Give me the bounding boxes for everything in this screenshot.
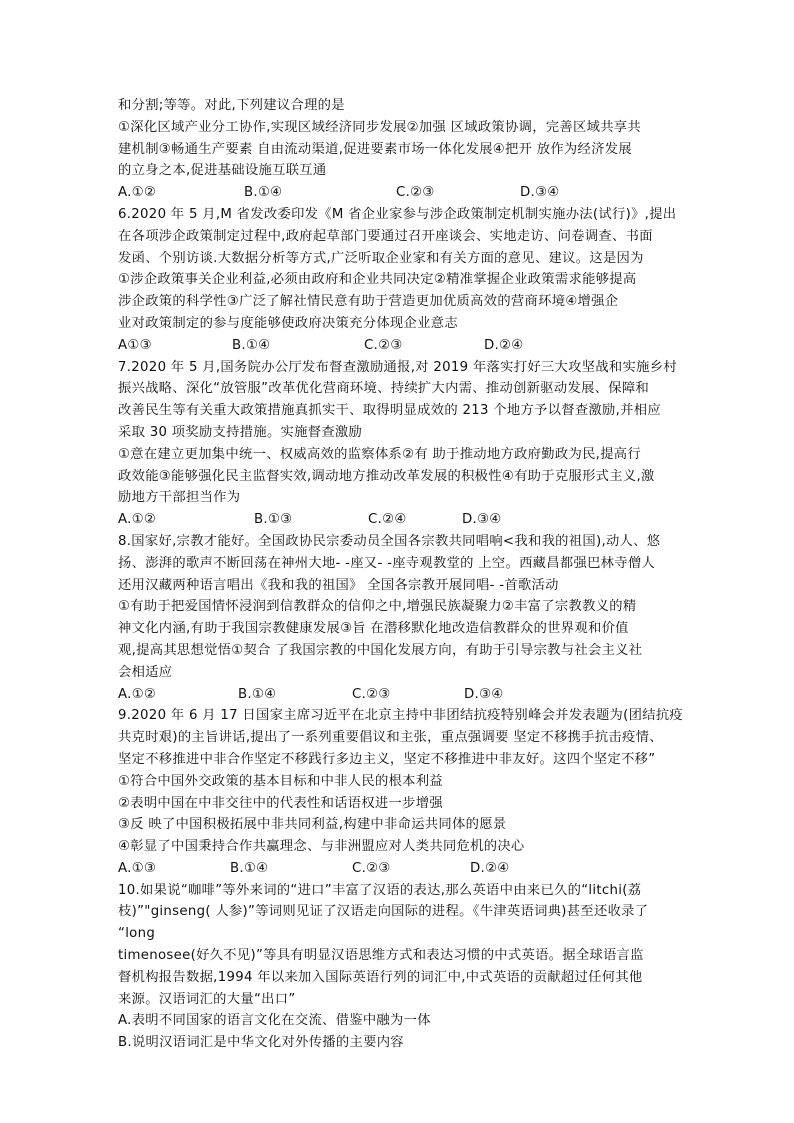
- option-d: D.②④: [484, 337, 524, 353]
- q7-line: 7.2020 年 5 月,国务院办公厅发布督查激励通报,对 2019 年落实打好三大攻坚战和实施乡村: [118, 359, 677, 375]
- option-c: C.②③: [364, 337, 403, 353]
- option-b: B.①④: [232, 337, 271, 353]
- q6-line: ①涉企政策事关企业利益,必须由政府和企业共同决定②精准掌握企业政策需求能够提高: [118, 272, 637, 288]
- q10-line: 来源。汉语词汇的大量“出口”: [118, 991, 296, 1007]
- option-d: D.③④: [520, 185, 560, 201]
- option-b: B.①④: [238, 686, 277, 702]
- option-a: A.①②: [118, 185, 157, 201]
- intro-line: 和分割;等等。对此,下列建议合理的是: [118, 98, 345, 113]
- option-b: B.①④: [230, 860, 269, 876]
- q6-line: 在各项涉企政策制定过程中,政府起草部门要通过召开座谈会、实地走访、问卷调查、书面: [118, 228, 653, 244]
- intro-line: 建机制③畅通生产要素 自由流动渠道,促进要素市场一体化发展④把开 放作为经济发展: [118, 141, 632, 157]
- option-c: C.②③: [352, 686, 391, 702]
- options-q5: [118, 182, 684, 204]
- document-page: [118, 95, 684, 1054]
- q9-line: ③反 映了中国积极拓展中非共同利益,构建中非命运共同体的愿景: [118, 817, 507, 833]
- option-b: B.①③: [254, 512, 293, 528]
- q8-line: 神文化内涵,有助于我国宗教健康发展③旨 在潜移默化地改造信教群众的世界观和价值: [118, 621, 629, 637]
- q7-line: 改善民生等有关重大政策措施真抓实干、取得明显成效的 213 个地方予以督查激励,并相应: [118, 403, 661, 419]
- q10-line: 督机构报告数据,1994 年以来加入国际英语行列的词汇中,中式英语的贡献超过任何其他: [118, 969, 643, 985]
- q6-line: 发函、个别访谈.大数据分析等方式,广泛听取企业家和有关方面的意见、建议。这是因为: [118, 250, 644, 266]
- q7-line: ①意在建立更加集中统一、权威高效的监察体系②有 助于推动地方政府勤政为民,提高行: [118, 446, 641, 462]
- q8-line: 还用汉藏两种语言唱出《我和我的祖国》 全国各宗教开展同唱- -首歌活动: [118, 577, 559, 593]
- q10-line: 10.如果说“咖啡”等外来词的“进口”丰富了汉语的表达,那么英语中由来已久的“litchi(荔: [118, 882, 642, 898]
- q6-line: 涉企政策的科学性③广泛了解社情民意有助于营造更加优质高效的营商环境④增强企: [118, 294, 619, 310]
- options-q6: [118, 335, 684, 357]
- option-a: A.①②: [118, 512, 157, 528]
- q10-line: timenosee(好久不见)”等具有明显汉语思维方式和表达习惯的中式英语。据全球语言监: [118, 948, 644, 964]
- options-q9: [118, 858, 684, 880]
- q6-line: 业对政策制定的参与度能够使政府决策充分体现企业意志: [118, 315, 458, 331]
- q10-option-a: A.表明不同国家的语言文化在交流、借鉴中融为一体: [118, 1013, 431, 1029]
- option-a: A①③: [118, 337, 152, 353]
- q8-line: 观,提高其思想觉悟①契合 了我国宗教的中国化发展方向，有助于引导宗教与社会主义社: [118, 642, 643, 658]
- q9-line: ②表明中国在中非交往中的代表性和话语权进一步增强: [118, 795, 443, 811]
- intro-line: 的立身之本,促进基础设施互联互通: [118, 163, 327, 179]
- q7-line: 政效能③能够强化民主监督实效,调动地方推动改革发展的积极性④有助于克服形式主义,激: [118, 468, 655, 484]
- options-q8: [118, 684, 684, 706]
- q8-line: 会相适应: [118, 664, 173, 680]
- options-q7: [118, 509, 684, 531]
- q9-line: 坚定不移推进中非合作坚定不移践行多边主义，坚定不移推进中非友好。这四个坚定不移”: [118, 751, 656, 767]
- q9-line: ①符合中国外交政策的基本目标和中非人民的根本利益: [118, 773, 443, 789]
- q7-line: 励地方干部担当作为: [118, 490, 241, 506]
- option-a: A.①②: [118, 686, 157, 702]
- q9-line: 共克时艰)的主旨讲话,提出了一系列重要倡议和主张，重点强调要 坚定不移携手抗击疫情、: [118, 730, 663, 746]
- q10-line: 枝)”"ginseng( 人参)”等词则见证了汉语走向国际的进程。《牛津英语词典)甚至还收录了: [118, 904, 649, 920]
- q7-line: 振兴战略、深化“放管服”改革优化营商环境、持续扩大内需、推动创新驱动发展、保障和: [118, 381, 650, 397]
- intro-line: ①深化区域产业分工协作,实现区域经济同步发展②加强 区域政策协调，完善区域共享共: [118, 119, 641, 135]
- q10-option-b: B.说明汉语词汇是中华文化对外传播的主要内容: [118, 1035, 404, 1051]
- option-d: D.②④: [470, 860, 510, 876]
- q9-line: ④彰显了中国秉持合作共赢理念、与非洲盟应对人类共同危机的决心: [118, 839, 525, 855]
- option-c: C.②④: [368, 512, 407, 528]
- option-b: B.①④: [244, 185, 283, 201]
- q6-line: 6.2020 年 5 月,M 省发改委印发《M 省企业家参与涉企政策制定机制实施办法(试行)》,提出: [118, 206, 677, 222]
- q7-line: 采取 30 项奖励支持措施。实施督查激励: [118, 424, 363, 440]
- q9-line: 9.2020 年 6 月 17 日国家主席习近平在北京主持中非团结抗疫特别峰会并发表题为(团结抗疫: [118, 708, 684, 724]
- q8-line: ①有助于把爱国情怀浸润到信教群众的信仰之中,增强民族凝聚力②丰富了宗教教义的精: [118, 599, 637, 615]
- option-c: C.②③: [352, 860, 391, 876]
- q10-line: “long: [118, 926, 156, 942]
- q8-line: 扬、澎湃的歌声不断回荡在神州大地- -座又- -座寺观教堂的 上空。西藏昌都强巴林寺僧人: [118, 555, 656, 571]
- option-d: D.③④: [464, 686, 504, 702]
- option-c: C.②③: [396, 185, 435, 201]
- option-a: A.①③: [118, 860, 157, 876]
- q8-line: 8.国家好,宗教才能好。全国政协民宗委动员全国各宗教共同唱响<我和我的祖国),动人、悠: [118, 533, 661, 549]
- option-d: D.③④: [462, 512, 502, 528]
